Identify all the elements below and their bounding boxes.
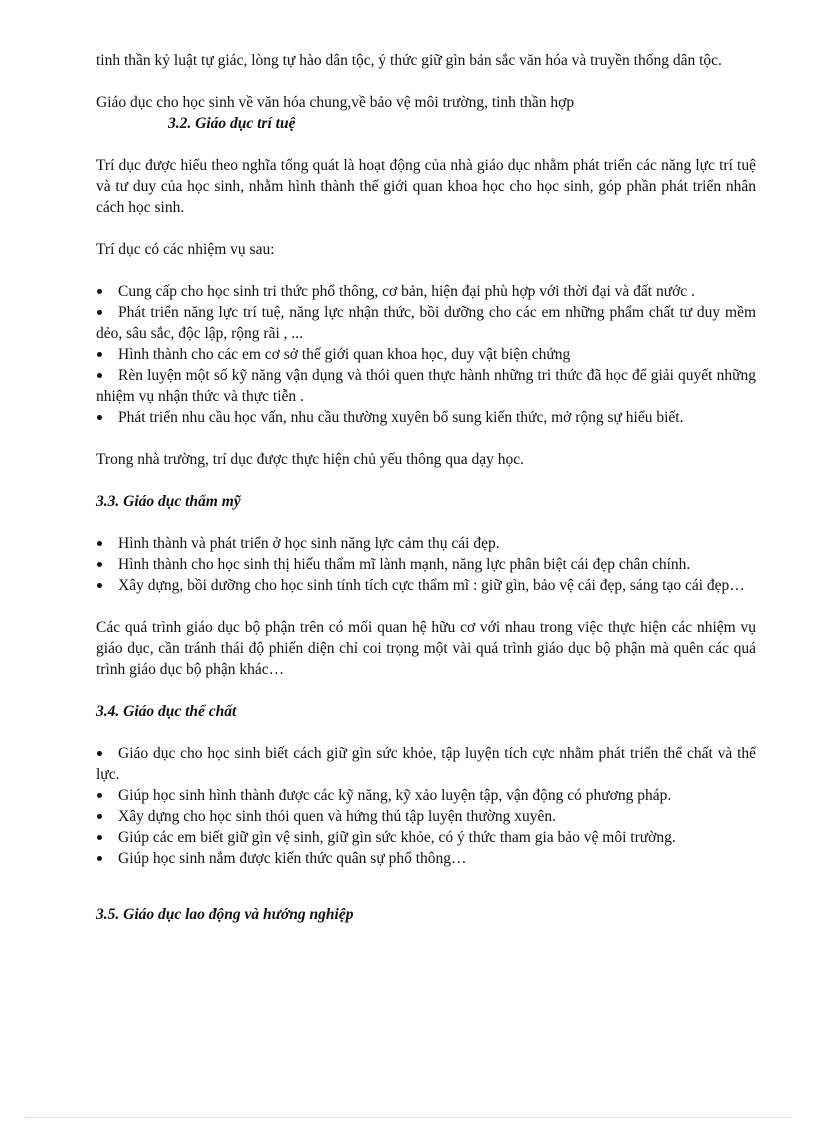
- bullet-icon: [97, 751, 102, 756]
- list-tri-duc-tasks: [96, 281, 756, 428]
- list-item: Cung cấp cho học sinh tri thức phổ thông, cơ bản, hiện đại phù hợp với thời đại và đất nước .: [96, 281, 756, 302]
- list-tham-my: [96, 533, 756, 596]
- document-page: [96, 50, 756, 925]
- list-item: Xây dựng, bồi dưỡng cho học sinh tính tích cực thẩm mĩ : giữ gìn, bảo vệ cái đẹp, sáng tạo cái đẹp…: [96, 575, 756, 596]
- list-the-chat: [96, 743, 756, 869]
- bullet-icon: [97, 793, 102, 798]
- bullet-icon: [97, 541, 102, 546]
- bullet-icon: [97, 289, 102, 294]
- heading-3-5: 3.5. Giáo dục lao động và hướng nghiệp: [96, 906, 354, 923]
- list-item: Phát triển năng lực trí tuệ, năng lực nhận thức, bồi dưỡng cho các em những phẩm chất tư duy mềm dẻo, sâu sắc, độc lập, rộng rãi , ...: [96, 304, 756, 342]
- bullet-icon: [97, 415, 102, 420]
- bullet-icon: [97, 856, 102, 861]
- list-item: Xây dựng cho học sinh thói quen và hứng thú tập luyện thường xuyên.: [96, 806, 756, 827]
- list-item: Hình thành cho các em cơ sở thế giới quan khoa học, duy vật biện chứng: [96, 344, 756, 365]
- bullet-icon: [97, 352, 102, 357]
- paragraph-tri-duc-definition: Trí dục được hiểu theo nghĩa tổng quát là hoạt động của nhà giáo dục nhằm phát triển các năng lực trí tuệ và tư duy của học sinh, nhằm hình thành thế giới quan khoa học cho học sinh, góp phần phát triển nhân cách học sinh.: [96, 157, 756, 216]
- bullet-icon: [97, 562, 102, 567]
- bullet-icon: [97, 835, 102, 840]
- list-item: Phát triển nhu cầu học vấn, nhu cầu thường xuyên bổ sung kiến thức, mở rộng sự hiểu biết.: [96, 407, 756, 428]
- bullet-icon: [97, 310, 102, 315]
- heading-3-3: 3.3. Giáo dục thẩm mỹ: [96, 493, 241, 510]
- paragraph-culture: Giáo dục cho học sinh về văn hóa chung,về bảo vệ môi trường, tinh thần hợp: [96, 94, 575, 111]
- paragraph-tri-duc-school: Trong nhà trường, trí dục được thực hiện chủ yếu thông qua dạy học.: [96, 451, 525, 468]
- paragraph-intro: tinh thần kỷ luật tự giác, lòng tự hào dân tộc, ý thức giữ gìn bản sắc văn hóa và truyền thống dân tộc.: [96, 52, 722, 69]
- list-item: Giúp học sinh hình thành được các kỹ năng, kỹ xảo luyện tập, vận động có phương pháp.: [96, 785, 756, 806]
- bullet-icon: [97, 583, 102, 588]
- list-item: Rèn luyện một số kỹ năng vận dụng và thói quen thực hành những tri thức đã học để giải quyết những nhiệm vụ nhận thức và thực tiễn .: [96, 367, 756, 405]
- paragraph-tri-duc-tasks: Trí dục có các nhiệm vụ sau:: [96, 241, 275, 258]
- bullet-icon: [97, 373, 102, 378]
- list-item: Giúp các em biết giữ gìn vệ sinh, giữ gìn sức khỏe, có ý thức tham gia bảo vệ môi trường.: [96, 827, 756, 848]
- heading-3-2: 3.2. Giáo dục trí tuệ: [168, 115, 296, 132]
- bullet-icon: [97, 814, 102, 819]
- list-item: Hình thành cho học sinh thị hiếu thẩm mĩ lành mạnh, năng lực phân biệt cái đẹp chân chính.: [96, 554, 756, 575]
- list-item: Giúp học sinh nắm được kiến thức quân sự phổ thông…: [96, 848, 756, 869]
- paragraph-relations: Các quá trình giáo dục bộ phận trên có mối quan hệ hữu cơ với nhau trong việc thực hiện các nhiệm vụ giáo dục, cần tránh thái độ phiến diện chỉ coi trọng một vài quá trình giáo dục bộ phận mà quên các quá trình giáo dục bộ phận khác…: [96, 619, 756, 678]
- list-item: Hình thành và phát triển ở học sinh năng lực cảm thụ cái đẹp.: [96, 533, 756, 554]
- page-bottom-divider: [24, 1117, 792, 1118]
- list-item: Giáo dục cho học sinh biết cách giữ gìn sức khỏe, tập luyện tích cực nhằm phát triển thể chất và thể lực.: [96, 745, 756, 783]
- heading-3-4: 3.4. Giáo dục thể chất: [96, 703, 237, 720]
